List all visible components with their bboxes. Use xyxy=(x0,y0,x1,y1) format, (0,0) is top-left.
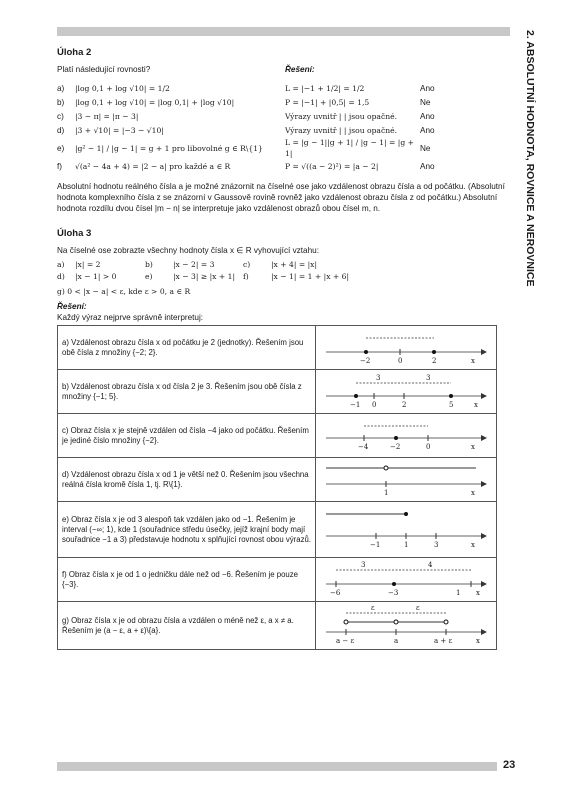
number-line-a xyxy=(316,326,497,370)
row-text: g) Obraz čísla x je od obrazu čísla a vzdálen o méně než ε, a x ≠ a. Řešením je (a − ε, a + ε)\{a}. xyxy=(58,602,316,650)
svg-text:0: 0 xyxy=(372,401,377,409)
solution-table xyxy=(57,325,497,650)
task2-row: e) |g² − 1| / |g − 1| = g + 1 pro libovolné g ∈ R\{1} L = |g − 1||g + 1| / |g − 1| = |g + 1| Ne xyxy=(57,138,431,158)
svg-text:2: 2 xyxy=(402,401,407,409)
table-row xyxy=(58,370,497,414)
task2-solution-label: Řešení: xyxy=(285,65,315,74)
task2-rows xyxy=(57,81,507,173)
task2-row: f) √(a² − 4a + 4) = |2 − a| pro každé a ∈ R P = √((a − 2)²) = |a − 2| Ano xyxy=(57,161,435,171)
table-row xyxy=(58,326,497,370)
svg-text:−1: −1 xyxy=(370,541,381,549)
row-text: b) Vzdálenost obrazu čísla x od čísla 2 je 3. Řešením jsou obě čísla z množiny {−1; 5}. xyxy=(58,370,316,414)
svg-text:−2: −2 xyxy=(360,357,371,365)
table-row xyxy=(58,558,497,602)
number-line-b xyxy=(316,370,497,414)
task3-solution-intro: Každý výraz nejprve správně interpretuj: xyxy=(57,313,204,322)
svg-text:3: 3 xyxy=(376,374,381,382)
svg-text:4: 4 xyxy=(428,561,433,569)
svg-text:−1: −1 xyxy=(350,401,361,409)
table-row xyxy=(58,414,497,458)
page-content xyxy=(57,47,507,650)
task3-item-g: g) 0 < |x − a| < ε, kde ε > 0, a ∈ R xyxy=(57,287,191,296)
svg-text:0: 0 xyxy=(426,443,431,451)
svg-text:−3: −3 xyxy=(388,589,399,597)
svg-text:ε: ε xyxy=(371,604,375,612)
svg-text:x: x xyxy=(476,637,480,645)
top-bar xyxy=(57,27,510,36)
svg-text:x: x xyxy=(471,357,475,365)
sidebar-chapter-title: 2. ABSOLUTNÍ HODNOTA, ROVNICE A NEROVNICE xyxy=(524,30,536,287)
svg-text:3: 3 xyxy=(361,561,366,569)
svg-text:x: x xyxy=(474,401,478,409)
number-line-g xyxy=(316,602,497,650)
number-line-e xyxy=(316,502,497,558)
svg-text:−4: −4 xyxy=(358,443,369,451)
number-line-d xyxy=(316,458,497,502)
task2-row: b) |log 0,1 + log √10| = |log 0,1| + |log √10| P = |−1| + |0,5| = 1,5 Ne xyxy=(57,97,431,107)
task2-row: d) |3 + √10| = |−3 − √10| Výrazy uvnitř | | jsou opačné. Ano xyxy=(57,125,435,135)
number-line-f xyxy=(316,558,497,602)
svg-text:0: 0 xyxy=(398,357,403,365)
svg-text:a + ε: a + ε xyxy=(434,637,453,645)
svg-text:ε: ε xyxy=(416,604,420,612)
task3-solution-label: Řešení: xyxy=(57,302,87,311)
task2-intro: Platí následující rovnosti? xyxy=(57,65,151,74)
task2-row: c) |3 − π| = |π − 3| Výrazy uvnitř | | jsou opačné. Ano xyxy=(57,111,435,121)
row-text: e) Obraz čísla x je od 3 alespoň tak vzdálen jako od −1. Řešením je interval (−∞; 1⟩, kde 1 (souřadnice středu úsečky, jejíž krajní body mají souřadnice −1 a 3) představuje hodnotu x splňující rovnost obou výrazů. xyxy=(58,502,316,558)
page-number: 23 xyxy=(503,759,516,771)
svg-text:1: 1 xyxy=(456,589,461,597)
number-line-c xyxy=(316,414,497,458)
svg-text:3: 3 xyxy=(434,541,439,549)
task2-title: Úloha 2 xyxy=(57,47,92,58)
row-text: d) Vzdálenost obrazu čísla x od 1 je větší než 0. Řešením jsou všechna reálná čísla kromě čísla 1, tj. R\{1}. xyxy=(58,458,316,502)
svg-text:x: x xyxy=(476,589,480,597)
row-text: a) Vzdálenost obrazu čísla x od počátku je 2 (jednotky). Řešením jsou obě čísla z množiny {−2; 2}. xyxy=(58,326,316,370)
task2-header xyxy=(57,64,507,75)
task2-row: a) |log 0,1 + log √10| = 1/2 L = |−1 + 1/2| = 1/2 Ano xyxy=(57,83,435,93)
svg-text:a − ε: a − ε xyxy=(336,637,355,645)
svg-text:1: 1 xyxy=(384,489,389,497)
task2-paragraph: Absolutní hodnotu reálného čísla a je možné znázornit na číselné ose jako vzdálenost obrazu čísla a od počátku. (Absolutní hodnota komplexního čísla z se znázorní v Gaussově rovině rovněž jako vzdálenost obrazu čísla z od počátku.) Absolutní hodnota rozdílu dvou čísel |m − n| se interpretuje jako vzdálenost obrazů obou čísel m, n. xyxy=(57,182,505,213)
svg-text:1: 1 xyxy=(404,541,409,549)
svg-text:x: x xyxy=(471,489,475,497)
task3-items: a) |x| = 2 b) |x − 2| = 3 c) |x + 4| = |x| d) |x − 1| > 0 e) |x − 3| ≥ |x + 1| f) |x − 1| = 1 + |x + 6| xyxy=(57,260,350,281)
table-row xyxy=(58,458,497,502)
task3-title: Úloha 3 xyxy=(57,228,92,239)
svg-text:x: x xyxy=(471,541,475,549)
row-text: c) Obraz čísla x je stejně vzdálen od čísla −4 jako od počátku. Řešením je jediné číslo množiny {−2}. xyxy=(58,414,316,458)
svg-text:3: 3 xyxy=(426,374,431,382)
task3-intro: Na číselné ose zobrazte všechny hodnoty čísla x ∈ R vyhovující vztahu: xyxy=(57,246,319,255)
table-row xyxy=(58,602,497,650)
svg-text:5: 5 xyxy=(449,401,454,409)
table-row xyxy=(58,502,497,558)
svg-text:2: 2 xyxy=(432,357,437,365)
svg-text:a: a xyxy=(394,637,399,645)
svg-text:x: x xyxy=(471,443,475,451)
bottom-bar xyxy=(57,762,497,771)
row-text: f) Obraz čísla x je od 1 o jedničku dále než od −6. Řešením je pouze {−3}. xyxy=(58,558,316,602)
svg-text:−2: −2 xyxy=(390,443,401,451)
svg-text:−6: −6 xyxy=(330,589,341,597)
